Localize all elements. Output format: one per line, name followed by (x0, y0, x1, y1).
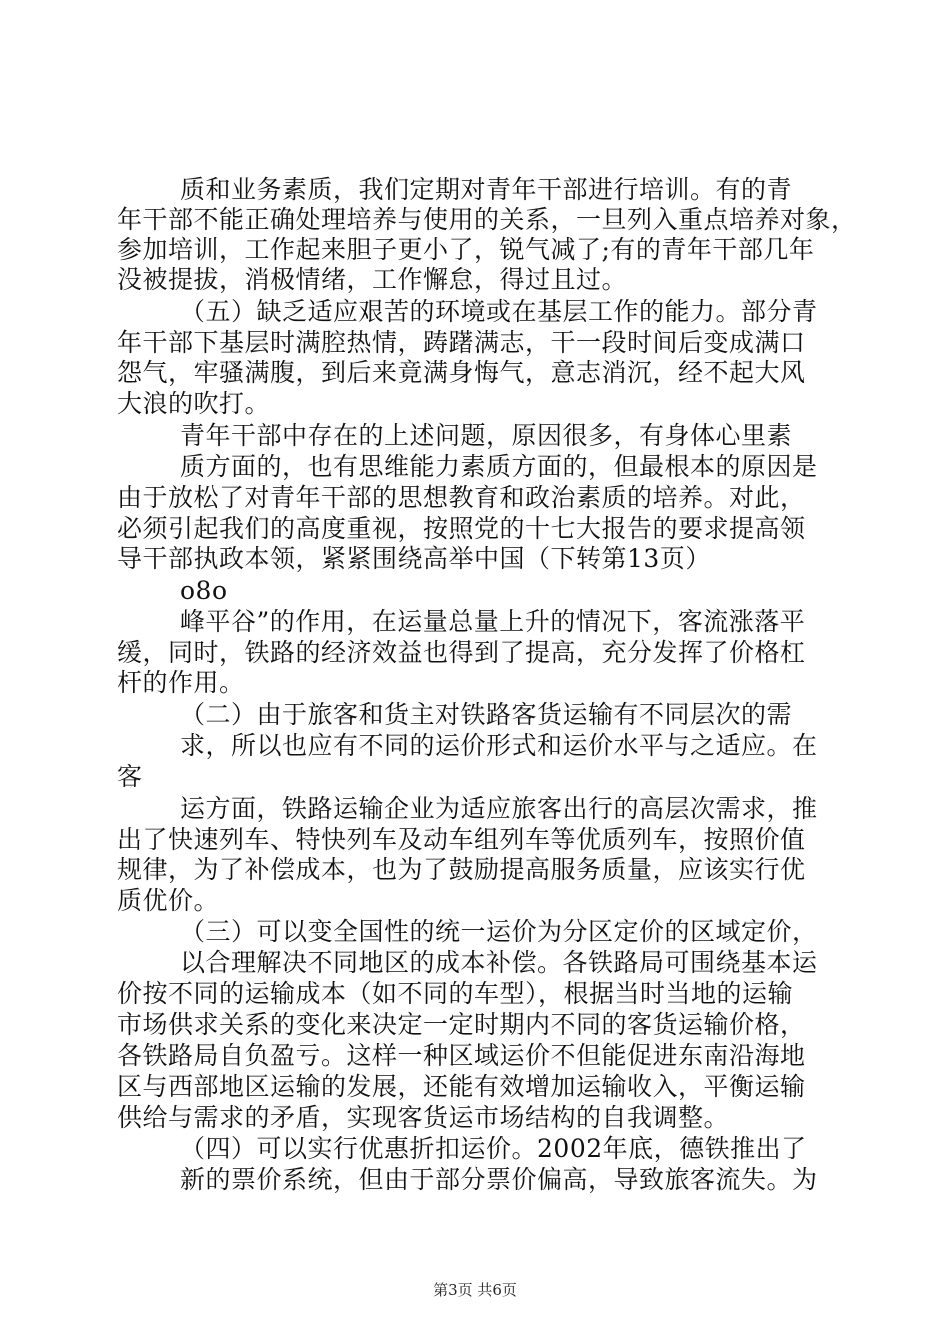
text-line: 必须引起我们的高度重视，按照党的十七大报告的要求提高领 (117, 514, 806, 543)
text-line: 缓，同时，铁路的经济效益也得到了提高，充分发挥了价格杠 (117, 638, 806, 667)
text-line: 杆的作用。 (117, 668, 245, 697)
text-line: 青年干部中存在的上述问题，原因很多，有身体心里素 (180, 421, 793, 450)
text-line: （五）缺乏适应艰苦的环境或在基层工作的能力。部分青 (180, 297, 818, 326)
text-line: 质和业务素质，我们定期对青年干部进行培训。有的青 (180, 175, 793, 204)
text-line: 运方面，铁路运输企业为适应旅客出行的高层次需求，推 (180, 794, 818, 823)
page-footer: 第3页 共6页 (433, 1281, 517, 1299)
text-line: 大浪的吹打。 (117, 389, 271, 418)
text-line: （四）可以实行优惠折扣运价。2002年底，德铁推出了 (180, 1134, 807, 1163)
text-line: 价按不同的运输成本（如不同的车型），根据当时当地的运输 (117, 979, 794, 1008)
text-line: （二）由于旅客和货主对铁路客货运输有不同层次的需 (180, 700, 793, 729)
text-line: 峰平谷”的作用，在运量总量上升的情况下，客流涨落平 (180, 607, 806, 636)
text-line: 规律，为了补偿成本，也为了鼓励提高服务质量，应该实行优 (117, 855, 806, 884)
text-line: 导干部执政本领，紧紧围绕高举中国（下转第13页） (117, 544, 711, 573)
text-line: 求，所以也应有不同的运价形式和运价水平与之适应。在 (180, 731, 818, 760)
text-line: 各铁路局自负盈亏。这样一种区域运价不但能促进东南沿海地 (117, 1041, 806, 1070)
text-line: 新的票价系统，但由于部分票价偏高，导致旅客流失。为 (180, 1165, 818, 1194)
text-line: 由于放松了对青年干部的思想教育和政治素质的培养。对此， (117, 483, 806, 512)
text-line: 质优价。 (117, 886, 220, 915)
text-line: 怨气，牢骚满腹，到后来竟满身悔气，意志消沉，经不起大风 (117, 358, 806, 387)
text-line: 以合理解决不同地区的成本补偿。各铁路局可围绕基本运 (180, 948, 818, 977)
text-line: o8o (180, 576, 228, 605)
text-line: 区与西部地区运输的发展，还能有效增加运输收入，平衡运输 (117, 1072, 806, 1101)
text-line: （三）可以变全国性的统一运价为分区定价的区域定价， (180, 917, 818, 946)
text-line: 参加培训，工作起来胆子更小了，锐气减了;有的青年干部几年 (117, 235, 815, 264)
text-line: 供给与需求的矛盾，实现客货运市场结构的自我调整。 (117, 1103, 730, 1132)
text-line: 质方面的，也有思维能力素质方面的，但最根本的原因是 (180, 452, 818, 481)
text-line: 出了快速列车、特快列车及动车组列车等优质列车，按照价值 (117, 825, 806, 854)
text-line: 年干部不能正确处理培养与使用的关系，一旦列入重点培养对象， (117, 205, 857, 234)
text-line: 年干部下基层时满腔热情，踌躇满志，干一段时间后变成满口 (117, 328, 806, 357)
text-line: 市场供求关系的变化来决定一定时期内不同的客货运输价格， (117, 1010, 806, 1039)
text-line: 客 (117, 762, 143, 791)
text-line: 没被提拔，消极情绪，工作懈怠，得过且过。 (117, 265, 628, 294)
